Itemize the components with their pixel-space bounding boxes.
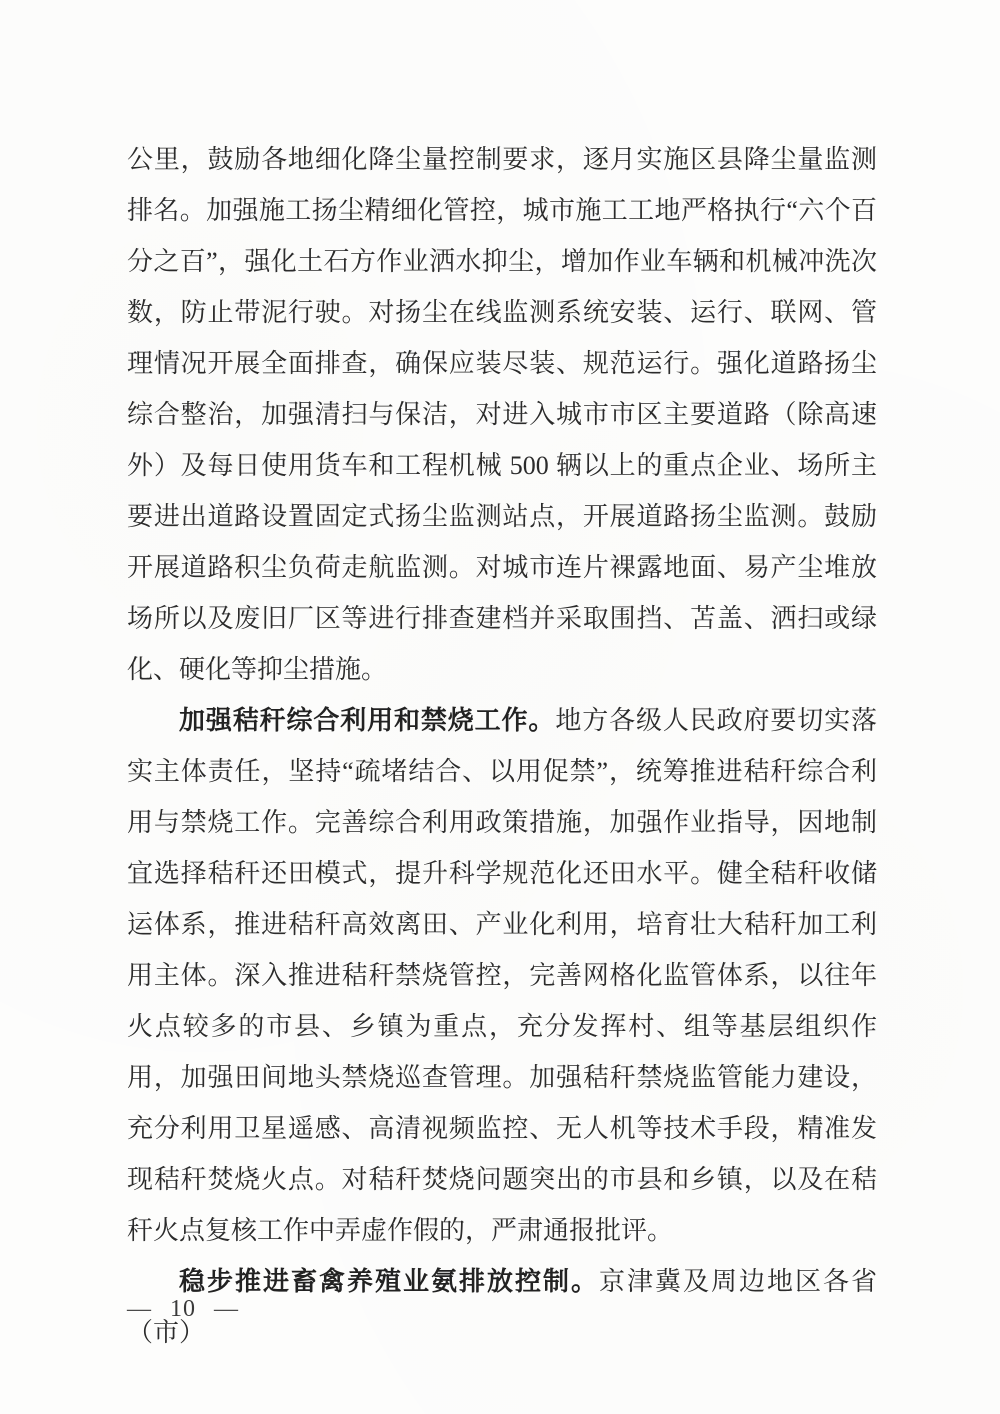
paragraph [127, 695, 877, 1256]
footer-left-dash: — [127, 1296, 152, 1322]
page-footer [127, 1296, 239, 1323]
text-run: 地方各级人民政府要切实落实主体责任，坚持“疏堵结合、以用促禁”，统筹推进秸秆综合利用与禁烧工作。完善综合利用政策措施，加强作业指导，因地制宜选择秸秆还田模式，提升科学规范化还田水平。健全秸秆收储运体系，推进秸秆高效离田、产业化利用，培育壮大秸秆加工利用主体。深入推进秸秆禁烧管控，完善网格化监管体系，以往年火点较多的市县、乡镇为重点，充分发挥村、组等基层组织作用，加强田间地头禁烧巡查管理。加强秸秆禁烧监管能力建设，充分利用卫星遥感、高清视频监控、无人机等技术手段，精准发现秸秆焚烧火点。对秸秆焚烧问题突出的市县和乡镇，以及在秸秆火点复核工作中弄虚作假的，严肃通报批评。 [127, 706, 877, 1245]
footer-right-dash: — [214, 1296, 239, 1322]
paragraph [127, 1256, 877, 1358]
paragraph-lead-bold: 加强秸秆综合利用和禁烧工作。 [179, 706, 556, 735]
text-run: 公里，鼓励各地细化降尘量控制要求，逐月实施区县降尘量监测排名。加强施工扬尘精细化管控，城市施工工地严格执行“六个百分之百”，强化土石方作业洒水抑尘，增加作业车辆和机械冲洗次数，防止带泥行驶。对扬尘在线监测系统安装、运行、联网、管理情况开展全面排查，确保应装尽装、规范运行。强化道路扬尘综合整治，加强清扫与保洁，对进入城市市区主要道路（除高速外）及每日使用货车和工程机械 500 辆以上的重点企业、场所主要进出道路设置固定式扬尘监测站点，开展道路扬尘监测。鼓励开展道路积尘负荷走航监测。对城市连片裸露地面、易产尘堆放场所以及废旧厂区等进行排查建档并采取围挡、苫盖、洒扫或绿化、硬化等抑尘措施。 [127, 145, 877, 684]
text-run: 京津冀及周边地区各省（市） [127, 1267, 877, 1347]
paragraph [127, 134, 877, 695]
page-number: 10 [170, 1296, 196, 1322]
document-body [127, 134, 877, 1358]
paragraph-lead-bold: 稳步推进畜禽养殖业氨排放控制。 [179, 1267, 599, 1296]
